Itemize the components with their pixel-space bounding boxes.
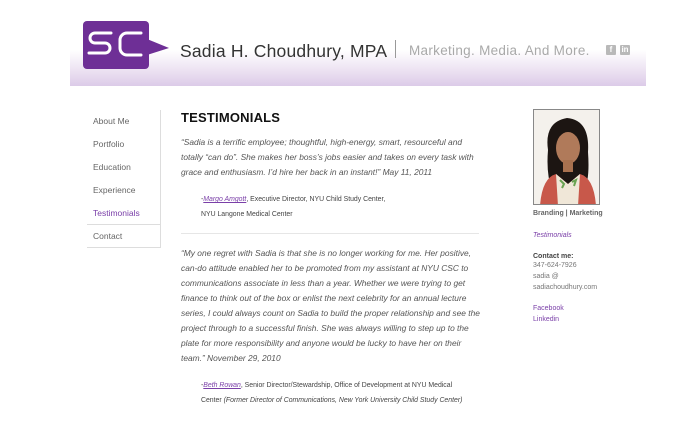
testimonial-2 [181,246,481,408]
testimonials-link[interactable]: Testimonials [533,232,572,239]
author-organization: Center [201,397,224,404]
header-divider [395,40,396,58]
profile-caption: Branding | Marketing [533,210,603,217]
author-organization: NYU Langone Medical Center [201,211,293,218]
author-link-margo-amgott[interactable]: Margo Amgott [203,196,247,203]
testimonial-attribution [201,192,481,222]
profile-photo [533,109,600,205]
page-title: TESTIMONIALS [181,110,281,125]
testimonial-quote: “My one regret with Sadia is that she is no longer working for me. Her positive, can-do attitude enabled her to be promoted from my assistant at NYU CSC to communications associate in less than a year. Whether we were trying to get finance to think out of the box or enlist the next celebrity for an annual lecture series, I could always count on Sadia to build the proper relationship and see the project through to a successful finish. She was always willing to step up to the plate for more responsibility and anyone would be lucky to have her on their team.” November 29, 2010 [181,248,480,363]
nav-separator [87,247,161,248]
nav-item-education[interactable]: Education [93,162,131,172]
nav-vertical-rule [160,110,161,247]
facebook-link[interactable]: Facebook [533,305,564,312]
author-role: , Executive Director, NYU Child Study Center, [246,196,386,203]
testimonial-divider [181,233,479,234]
linkedin-link[interactable]: Linkedin [533,316,560,323]
attribution-dash: - [201,196,204,203]
testimonial-quote: “Sadia is a terrific employee; thoughtful, high-energy, smart, resourceful and totally “can do”. She makes her boss’s jobs easier and takes on every task with grace and enthusiasm. I’d hire her back in an instant!” May 11, 2011 [181,137,474,177]
testimonial-attribution [201,378,481,408]
testimonial-1 [181,135,481,222]
attribution-dash: - [201,382,204,389]
nav-item-contact[interactable]: Contact [93,231,123,241]
nav-item-experience[interactable]: Experience [93,185,136,195]
sidebar-nav [87,110,161,248]
author-role: , Senior Director/Stewardship, Office of Development at NYU Medical [240,382,453,389]
linkedin-icon[interactable]: in [621,45,629,54]
facebook-icon[interactable]: f [606,45,616,55]
nav-item-testimonials[interactable]: Testimonials [93,208,140,218]
nav-separator [87,224,161,225]
site-name[interactable]: Sadia H. Choudhury, MPA [180,41,388,61]
site-logo[interactable] [83,21,169,69]
nav-item-portfolio[interactable]: Portfolio [93,139,125,149]
contact-phone: 347-624-7926 [533,262,577,269]
nav-item-about-me[interactable]: About Me [93,116,130,126]
portrait-image [534,110,600,205]
contact-heading: Contact me: [533,253,574,260]
logo-speech-bubble-icon [83,21,169,69]
main-content [181,110,481,408]
site-header [70,0,646,86]
contact-email-user: sadia @ [533,273,559,280]
right-sidebar [533,109,643,325]
site-tagline: Marketing. Media. And More. [409,43,590,58]
author-link-beth-rowan[interactable]: Beth Rowan [203,382,241,389]
author-former-role: (Former Director of Communications, New York University Child Study Center) [223,397,463,404]
contact-email-domain: sadiachoudhury.com [533,284,598,291]
